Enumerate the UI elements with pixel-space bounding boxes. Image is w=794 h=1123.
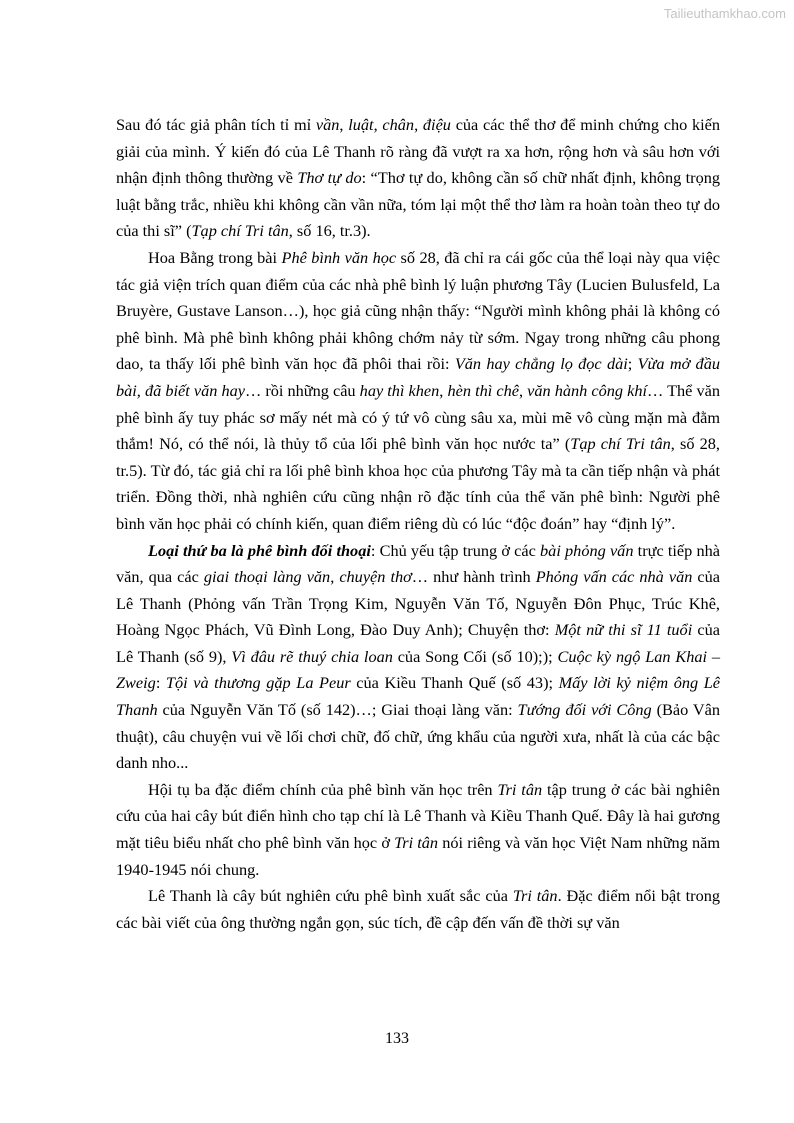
text-run: : “Thơ tự do, không cần số chữ nhất định, không trọng luật bằng trắc, nhiều khi không cần vần nữa, tóm lại một thể thơ làm ra hoàn toàn theo tự do của thi sĩ” ( <box>116 168 721 241</box>
emphasis-text: Mấy lời kỷ niệm ông Lê Thanh <box>116 673 720 720</box>
paragraph-3 <box>116 538 720 777</box>
paragraph-2 <box>116 245 720 538</box>
emphasis-text: Phê bình văn học <box>281 247 397 267</box>
text-run: : Chủ yếu tập trung ở các <box>370 540 541 560</box>
text-run: , <box>439 380 448 400</box>
text-run: , <box>330 567 340 587</box>
emphasis-text: Vừa mở đầu bài, đã biết văn hay <box>116 354 720 400</box>
text-run: . Đặc điểm nổi bật trong các bài viết của ông thường ngắn gọn, súc tích, đề cập đến vấn đề thời sự văn <box>116 886 720 932</box>
emphasis-text: bài phỏng vấn <box>540 540 634 560</box>
document-body <box>116 112 720 936</box>
emphasis-text: Văn hay chẳng lọ đọc dài <box>454 354 628 374</box>
emphasis-text: Loại thứ ba là phê bình đối thoại <box>148 540 371 560</box>
text-run: Sau đó tác giả phân tích tỉ mỉ <box>116 115 316 134</box>
emphasis-text: Tội và thương gặp La Peur <box>165 673 351 693</box>
emphasis-text: Một nữ thi sĩ 11 tuổi <box>554 620 693 640</box>
text-run: của các thể thơ để minh chứng cho kiến giải của mình. Ý kiến đó của Lê Thanh rõ ràng đã vượt ra xa hơn, rộng hơn và sâu hơn với nhận định thông thường về <box>116 115 721 188</box>
emphasis-text: hèn thì chê <box>447 380 519 400</box>
watermark: Tailieuthamkhao.com <box>663 6 786 21</box>
text-run: nói riêng và văn học Việt Nam những năm 1940-1945 nói chung. <box>116 833 720 879</box>
text-run: , <box>373 115 383 134</box>
emphasis-text: vần <box>315 115 340 134</box>
paragraph-1 <box>116 112 720 245</box>
text-run: , số 28, tr.5). Từ đó, tác giả chỉ ra lối phê bình khoa học của phương Tây mà ta cần tiếp nhận và phát triển. Đồng thời, nhà nghiên cứu cũng nhận rõ đặc tính của thể văn phê bình: Người phê bình văn học phải có chính kiến, quan điểm riêng dù có lúc “độc đoán” hay “định lý”. <box>116 434 720 533</box>
emphasis-text: luật <box>348 115 374 134</box>
text-run: ; <box>627 354 638 374</box>
emphasis-text: Tri tân <box>394 833 439 853</box>
text-run: : <box>155 673 166 693</box>
text-run: … Thể văn phê bình ấy tuy phác sơ mấy nét mà có ý tứ vô cùng sâu xa, mùi mẽ vô cùng mặn mà đằm thắm! Nó, có thể nói, là thủy tổ của lối phê bình văn học nước ta” ( <box>116 380 721 454</box>
emphasis-text: Phỏng vấn các nhà văn <box>535 567 693 587</box>
text-run: của Kiều Thanh Quế (số 43); <box>350 673 559 693</box>
text-run: của Song Cối (số 10);); <box>392 646 558 666</box>
emphasis-text: chuyện thơ <box>339 567 412 587</box>
text-run: tập trung ở các bài nghiên cứu của hai cây bút điển hình cho tạp chí là Lê Thanh và Kiều Thanh Quế. Đây là hai gương mặt tiêu biểu nhất cho phê bình văn học ở <box>116 779 721 853</box>
text-run: Hội tụ ba đặc điểm chính của phê bình văn học trên <box>148 779 498 799</box>
text-run: của Nguyễn Văn Tố (số 142)…; Giai thoại làng văn: <box>157 700 518 720</box>
text-run: , <box>339 115 349 134</box>
emphasis-text: Tạp chí Tri tân <box>191 221 289 241</box>
page-number: 133 <box>385 1030 409 1047</box>
emphasis-text: Tri tân <box>512 886 558 906</box>
text-run: , <box>518 380 528 400</box>
emphasis-text: điệu <box>422 115 451 134</box>
text-run: của Lê Thanh (số 9), <box>116 620 720 666</box>
text-run: … rồi những câu <box>244 380 360 400</box>
emphasis-text: Cuộc kỳ ngộ Lan Khai – Zweig <box>116 646 720 693</box>
emphasis-text: hay thì khen <box>359 380 440 400</box>
text-run: (Bảo Vân thuật), câu chuyện vui về lối chơi chữ, đố chữ, ứng khẩu của người xưa, nhất là của các bậc danh nho... <box>116 700 720 773</box>
paragraph-4 <box>116 777 720 883</box>
emphasis-text: Vì đâu rẽ thuý chia loan <box>231 646 393 666</box>
text-run: trực tiếp nhà văn, qua các <box>116 540 721 587</box>
text-run: Lê Thanh là cây bút nghiên cứu phê bình xuất sắc của <box>148 886 513 906</box>
text-run: của Lê Thanh (Phỏng vấn Trần Trọng Kim, Nguyễn Văn Tố, Nguyễn Đôn Phục, Trúc Khê, Hoàng Ngọc Phách, Vũ Đình Long, Đào Duy Anh); Chuyện thơ: <box>116 567 720 640</box>
emphasis-text: chân <box>382 115 415 134</box>
emphasis-text: giai thoại làng văn <box>203 567 331 587</box>
text-run: , số 16, tr.3). <box>288 221 371 241</box>
text-run: … như hành trình <box>411 567 536 587</box>
emphasis-text: Thơ tự do <box>297 168 362 188</box>
text-run: số 28, đã chỉ ra cái gốc của thể loại này qua việc tác giả viện trích quan điểm của các nhà phê bình lý luận phương Tây (Lucien Bulusfeld, La Bruyère, Gustave Lanson…), học giả cũng nhận thấy: “Người mình không phải là không có phê bình. Mà phê bình không phải không chớm nảy từ sớm. Ngay trong những câu phong dao, ta thấy lối phê bình văn học đã phôi thai rồi: <box>116 247 721 374</box>
paragraph-5 <box>116 883 720 936</box>
emphasis-text: Tướng đối với Công <box>517 700 652 720</box>
emphasis-text: Tạp chí Tri tân <box>570 434 671 454</box>
emphasis-text: Tri tân <box>497 779 543 799</box>
emphasis-text: văn hành công khí <box>527 380 648 400</box>
text-run: Hoa Bằng trong bài <box>148 247 282 267</box>
text-run: , <box>414 115 423 134</box>
